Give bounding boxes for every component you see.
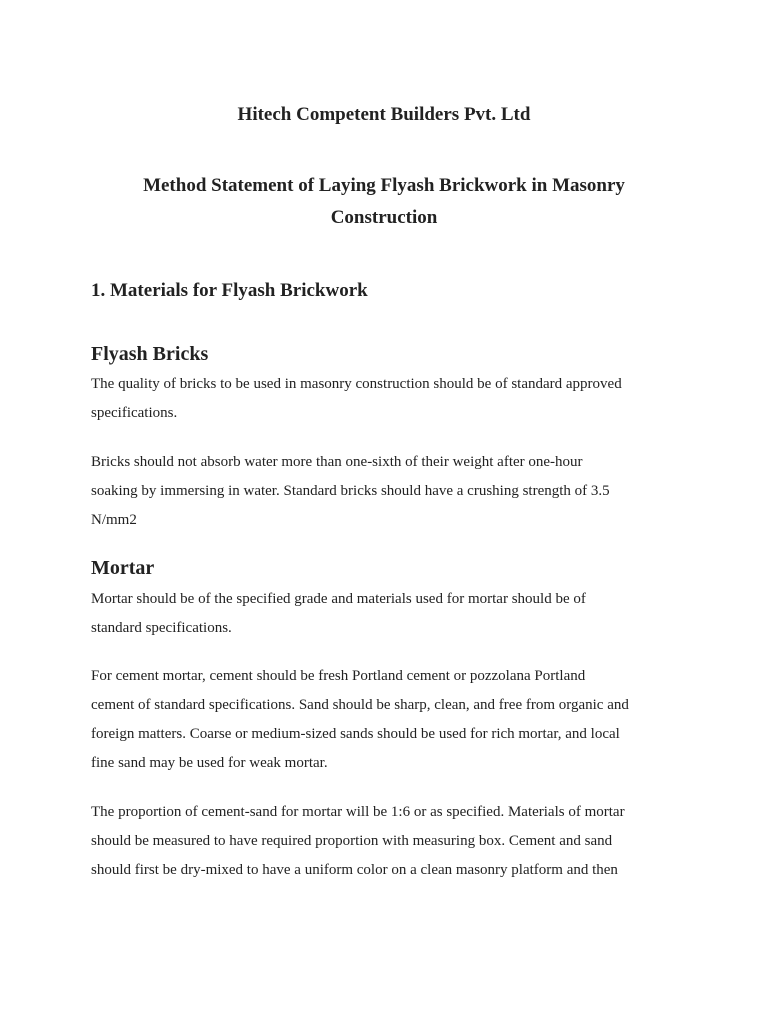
- text-line: should first be dry-mixed to have a uniform color on a clean masonry platform and then: [91, 862, 618, 878]
- mortar-paragraph-1: [91, 585, 691, 643]
- flyash-bricks-heading: Flyash Bricks: [91, 343, 209, 365]
- text-line: foreign matters. Coarse or medium-sized sands should be used for rich mortar, and local: [91, 726, 620, 742]
- document-title: [0, 170, 768, 234]
- text-line: For cement mortar, cement should be fresh Portland cement or pozzolana Portland: [91, 668, 586, 684]
- text-line: The proportion of cement-sand for mortar will be 1:6 or as specified. Materials of mortar: [91, 804, 625, 820]
- text-line: Bricks should not absorb water more than one-sixth of their weight after one-hour: [91, 454, 583, 470]
- flyash-paragraph-1: [91, 370, 691, 428]
- title-line: Method Statement of Laying Flyash Brickwork in Masonry: [143, 175, 625, 196]
- flyash-paragraph-2: [91, 448, 691, 535]
- mortar-heading: Mortar: [91, 557, 155, 579]
- company-name: Hitech Competent Builders Pvt. Ltd: [237, 104, 531, 125]
- text-line: Mortar should be of the specified grade and materials used for mortar should be of: [91, 591, 586, 607]
- text-line: cement of standard specifications. Sand should be sharp, clean, and free from organic and: [91, 697, 629, 713]
- title-line: Construction: [330, 207, 438, 228]
- text-line: standard specifications.: [91, 620, 232, 636]
- mortar-paragraph-2: [91, 662, 691, 778]
- text-line: N/mm2: [91, 512, 137, 528]
- text-line: should be measured to have required proportion with measuring box. Cement and sand: [91, 833, 613, 849]
- text-line: soaking by immersing in water. Standard bricks should have a crushing strength of 3.5: [91, 483, 610, 499]
- text-line: fine sand may be used for weak mortar.: [91, 755, 328, 771]
- text-line: specifications.: [91, 405, 178, 421]
- section-heading: 1. Materials for Flyash Brickwork: [91, 280, 368, 301]
- mortar-paragraph-3: [91, 798, 691, 885]
- text-line: The quality of bricks to be used in masonry construction should be of standard approved: [91, 376, 622, 392]
